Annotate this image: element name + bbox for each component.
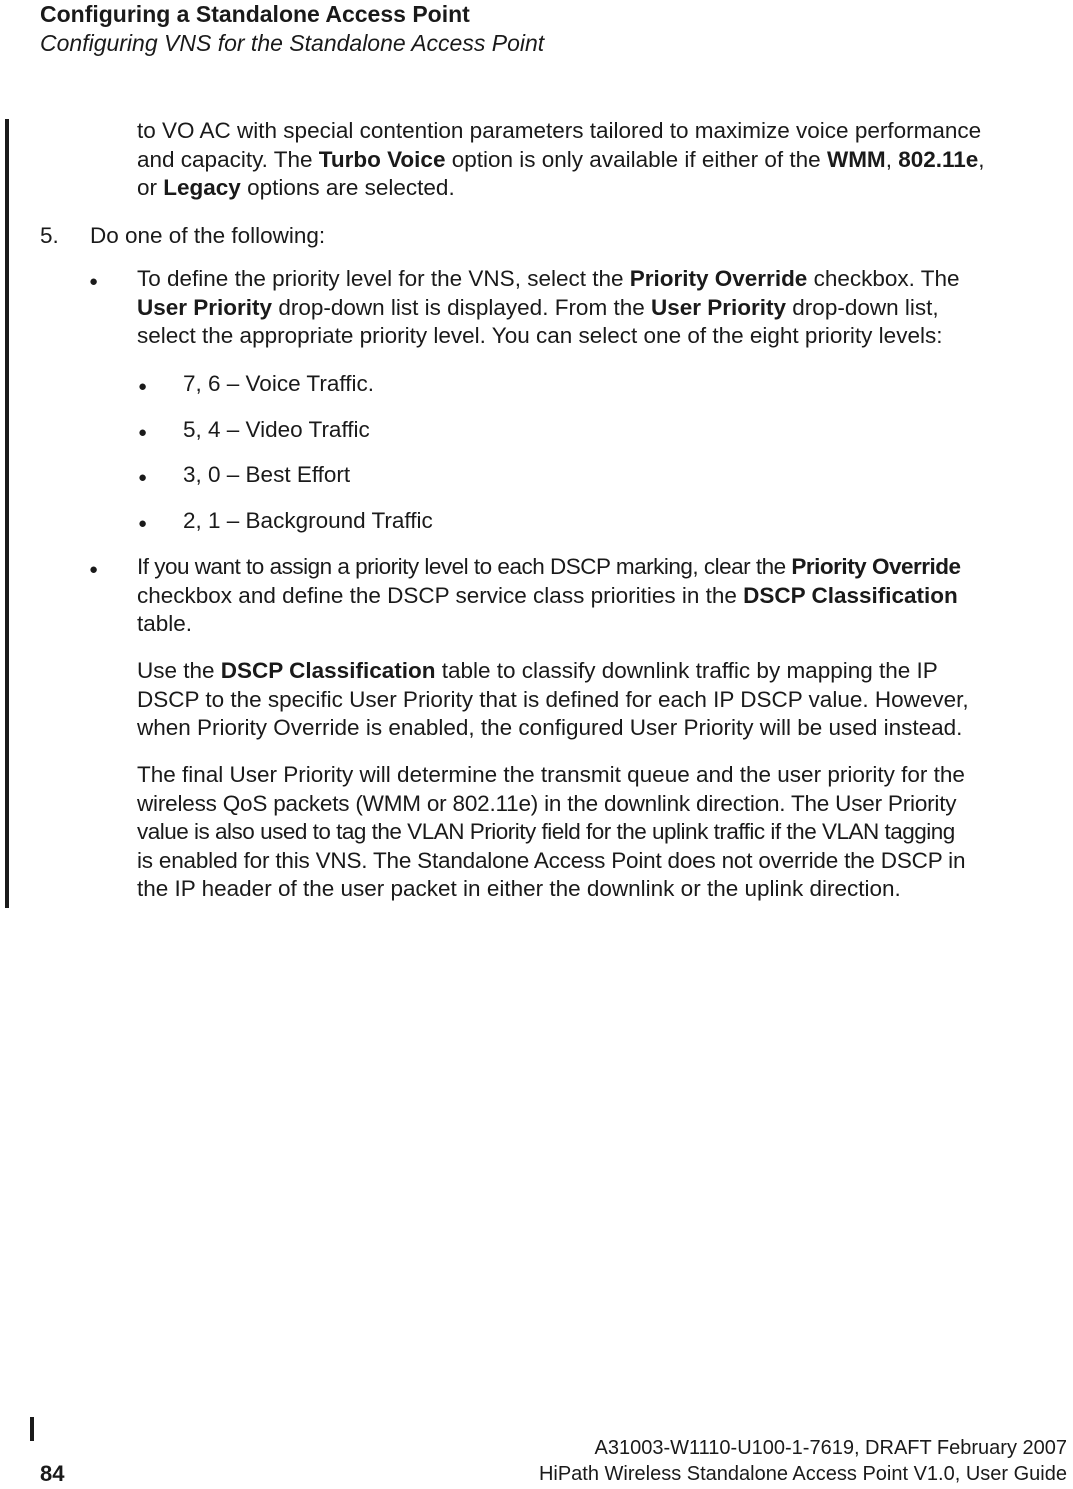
text-line: select the appropriate priority level. You can select one of the eight priority levels: [137, 323, 943, 348]
list-item: 5, 4 – Video Traffic [183, 417, 370, 442]
change-bar [5, 119, 9, 908]
term-80211e: 802.11e [898, 147, 979, 172]
term-turbo-voice: Turbo Voice [318, 147, 446, 172]
bullet-icon: ● [138, 515, 148, 532]
bullet-icon: ● [89, 273, 99, 290]
list-item: 2, 1 – Background Traffic [183, 508, 433, 533]
text-line: DSCP to the specific User Priority that is defined for each IP DSCP value. However, [137, 687, 969, 712]
text-line: User Priority drop-down list is displayed. From the User Priority drop-down list, [137, 295, 939, 320]
footer-change-bar [30, 1417, 34, 1441]
text-line: is enabled for this VNS. The Standalone Access Point does not override the DSCP in [137, 848, 966, 873]
bullet-icon: ● [89, 561, 99, 578]
header-subtitle: Configuring VNS for the Standalone Access Point [40, 30, 545, 56]
text-line: and capacity. The Turbo Voice option is only available if either of the WMM, 802.11e, [137, 147, 985, 172]
text-line: If you want to assign a priority level to each DSCP marking, clear the Priority Override [137, 554, 961, 579]
step-number: 5. [40, 223, 59, 248]
text-line: value is also used to tag the VLAN Priority field for the uplink traffic if the VLAN tagging [137, 819, 955, 844]
list-item: 7, 6 – Voice Traffic. [183, 371, 374, 396]
header-title: Configuring a Standalone Access Point [40, 1, 470, 27]
text-line: To define the priority level for the VNS, select the Priority Override checkbox. The [137, 266, 960, 291]
text-line: when Priority Override is enabled, the configured User Priority will be used instead. [137, 715, 963, 740]
text-line: checkbox and define the DSCP service class priorities in the DSCP Classification [137, 583, 958, 608]
step-text: Do one of the following: [90, 223, 326, 248]
text-line: the IP header of the user packet in either the downlink or the uplink direction. [137, 876, 901, 901]
term-wmm: WMM [826, 147, 886, 172]
bullet-icon: ● [138, 469, 148, 486]
text-line: The final User Priority will determine the transmit queue and the user priority for the [137, 762, 965, 787]
text-line: wireless QoS packets (WMM or 802.11e) in the downlink direction. The User Priority [137, 791, 957, 816]
page-number: 84 [40, 1461, 65, 1486]
text-line: Use the DSCP Classification table to classify downlink traffic by mapping the IP [137, 658, 938, 683]
list-item: 3, 0 – Best Effort [183, 462, 351, 487]
bullet-icon: ● [138, 424, 148, 441]
footer-doc-id: A31003-W1110-U100-1-7619, DRAFT February 2007 [594, 1437, 1067, 1459]
text-line: or Legacy options are selected. [137, 175, 455, 200]
text-line: table. [137, 611, 193, 636]
footer-guide-title: HiPath Wireless Standalone Access Point V1.0, User Guide [538, 1463, 1067, 1485]
bullet-icon: ● [138, 378, 148, 395]
text-line: to VO AC with special contention parameters tailored to maximize voice performance [137, 118, 982, 143]
term-legacy: Legacy [163, 175, 241, 200]
